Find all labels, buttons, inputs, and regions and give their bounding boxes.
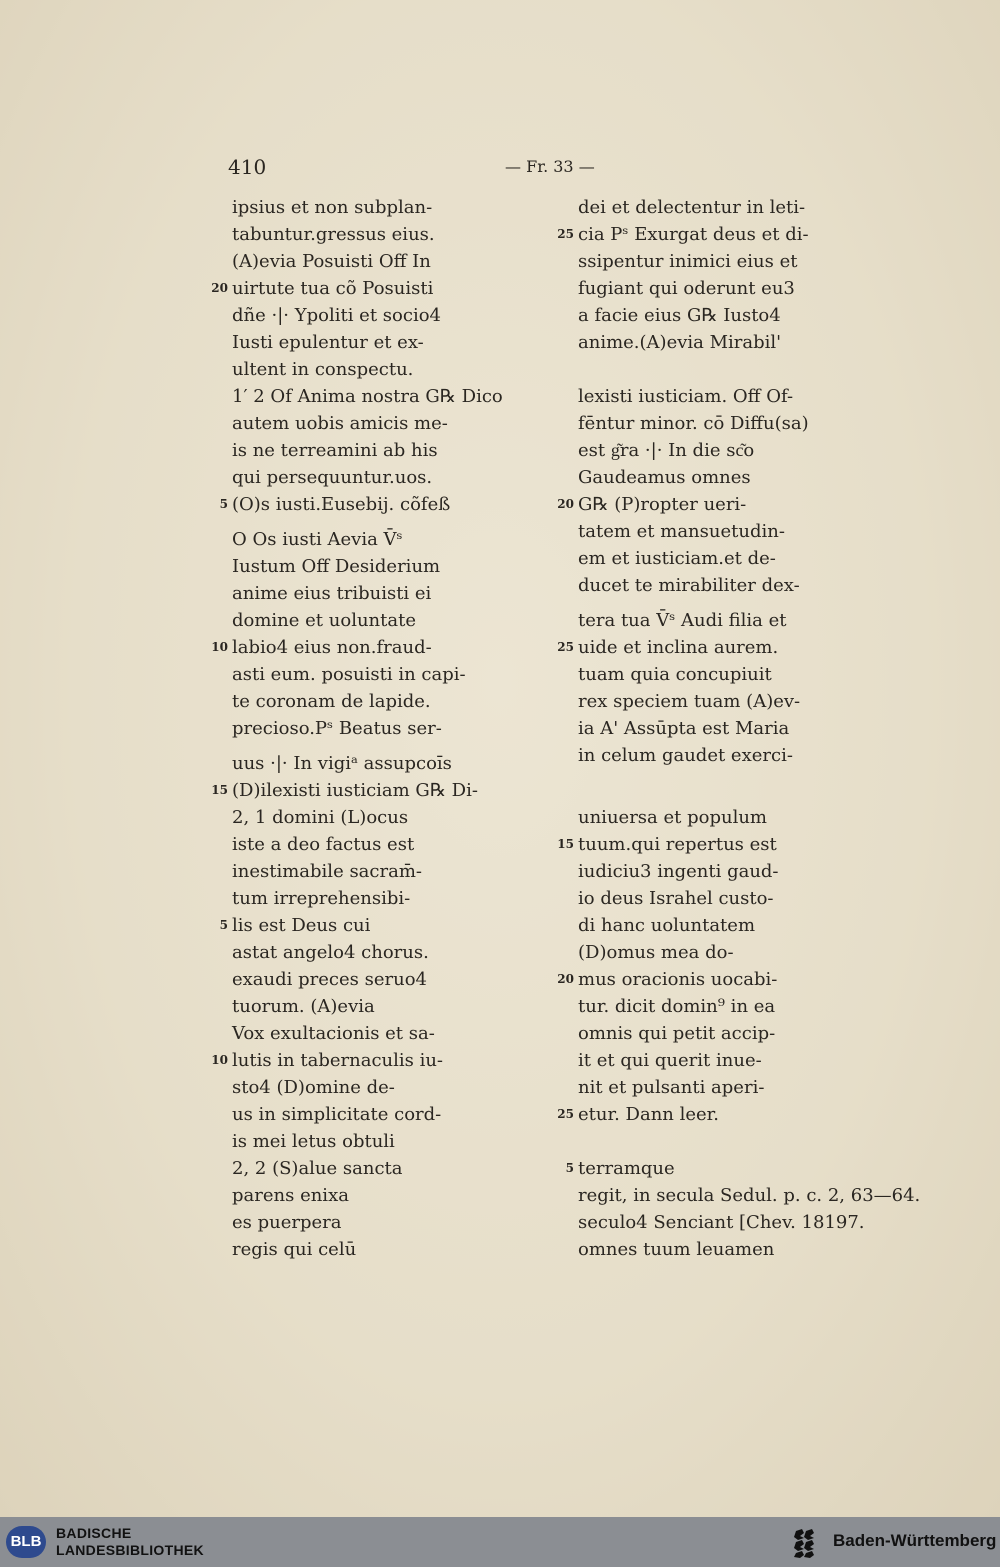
line-text: regis qui celū <box>232 1239 357 1260</box>
line-text: em et iusticiam.et de- <box>578 548 776 569</box>
text-line <box>578 804 920 831</box>
line-number: 5 <box>219 497 228 511</box>
line-text: exaudi preces seruo4 <box>232 969 427 990</box>
text-line <box>578 383 920 410</box>
text-line <box>557 831 920 858</box>
line-text: lis est Deus cui <box>232 915 371 936</box>
text-line <box>578 769 920 804</box>
text-line <box>578 858 920 885</box>
text-line <box>232 993 503 1020</box>
line-text: parens enixa <box>232 1185 349 1206</box>
line-number: 25 <box>557 227 574 241</box>
text-line <box>232 518 503 553</box>
line-text: terramque <box>578 1158 675 1179</box>
line-text: iste a deo factus est <box>232 834 415 855</box>
text-line <box>578 885 920 912</box>
text-line <box>557 221 920 248</box>
text-line <box>578 464 920 491</box>
line-text: 2, 1 domini (L)ocus <box>232 807 409 828</box>
line-text: it et qui querit inue- <box>578 1050 762 1071</box>
line-text: seculo4 Senciant [Chev. 18197. <box>578 1212 865 1233</box>
text-line <box>232 194 503 221</box>
line-text: iudiciu3 ingenti gaud- <box>578 861 779 882</box>
line-number: 5 <box>219 918 228 932</box>
text-line <box>232 1182 503 1209</box>
text-line <box>232 1020 503 1047</box>
text-line <box>578 1209 920 1236</box>
text-line <box>578 437 920 464</box>
line-text: ssipentur inimici eius et <box>578 251 798 272</box>
line-text: qui persequuntur.uos. <box>232 467 433 488</box>
text-line <box>232 580 503 607</box>
line-text: tatem et mansuetudin- <box>578 521 785 542</box>
line-text: dei et delectentur in leti- <box>578 197 806 218</box>
line-text: tum irreprehensibi- <box>232 888 411 909</box>
line-text: Gaudeamus omnes <box>578 467 751 488</box>
line-text: ipsius et non subplan- <box>232 197 433 218</box>
line-number: 20 <box>557 497 574 511</box>
lions-crest-icon[interactable] <box>790 1527 822 1559</box>
text-line <box>578 329 920 356</box>
text-line <box>578 742 920 769</box>
text-line <box>578 248 920 275</box>
line-text: G℞ (P)ropter ueri- <box>578 494 747 515</box>
text-line <box>578 275 920 302</box>
line-text: (O)s iusti.Eusebij. cõfeß <box>232 494 451 515</box>
line-number: 15 <box>557 837 574 851</box>
line-text: lexisti iusticiam. Off Of- <box>578 386 794 407</box>
line-text: Iusti epulentur et ex- <box>232 332 424 353</box>
line-text: lutis in tabernaculis iu- <box>232 1050 444 1071</box>
line-text: mus oracionis uocabi- <box>578 969 778 990</box>
line-text: uniuersa et populum <box>578 807 767 828</box>
text-line <box>232 356 503 383</box>
text-line <box>565 1155 920 1182</box>
line-text: tera tua V̄ˢ Audi filia et <box>578 610 787 631</box>
line-text: asti eum. posuisti in capi- <box>232 664 466 685</box>
text-line <box>578 518 920 545</box>
text-line <box>232 885 503 912</box>
text-line <box>578 1074 920 1101</box>
text-line <box>578 661 920 688</box>
text-line <box>578 1236 920 1263</box>
line-text: domine et uoluntate <box>232 610 416 631</box>
line-text: ducet te mirabiliter dex- <box>578 575 800 596</box>
line-text: labio4 eius non.fraud- <box>232 637 432 658</box>
line-number: 10 <box>211 1053 228 1067</box>
line-text: (D)ilexisti iusticiam G℞ Di- <box>232 780 478 801</box>
line-text: (D)omus mea do- <box>578 942 734 963</box>
text-line <box>232 804 503 831</box>
text-line <box>578 194 920 221</box>
text-line <box>211 275 503 302</box>
line-text: tabuntur.gressus eius. <box>232 224 435 245</box>
state-label[interactable]: Baden-Württemberg <box>833 1531 997 1550</box>
text-line <box>578 572 920 599</box>
line-text: uus ·|· In vigiᵃ assupcoı̄s <box>232 753 452 774</box>
text-line <box>232 464 503 491</box>
page-number: 410 <box>228 155 267 179</box>
line-text: omnis qui petit accip- <box>578 1023 776 1044</box>
line-text: fe͏̄ntur minor. cō Diffu(sa) <box>578 413 809 434</box>
line-text: ultent in conspectu. <box>232 359 414 380</box>
text-line <box>578 715 920 742</box>
text-line <box>232 1236 503 1263</box>
line-text: 1′ 2 Of Anima nostra G℞ Dico <box>232 386 503 407</box>
text-line <box>232 553 503 580</box>
blb-logo-icon[interactable]: BLB <box>6 1526 46 1558</box>
left-text-column <box>211 194 503 1263</box>
text-line <box>232 939 503 966</box>
line-text: tur. dicit domin⁹ in ea <box>578 996 776 1017</box>
line-text: is ne terreamini ab his <box>232 440 438 461</box>
line-text: astat angelo4 chorus. <box>232 942 429 963</box>
line-text: a facie eius G℞ Iusto4 <box>578 305 781 326</box>
text-line <box>232 302 503 329</box>
line-text: etur. Dann leer. <box>578 1104 720 1125</box>
line-text: anime eius tribuisti ei <box>232 583 432 604</box>
line-number: 15 <box>211 783 228 797</box>
text-line <box>232 661 503 688</box>
line-text: Vox exultacionis et sa- <box>232 1023 435 1044</box>
text-line <box>232 1155 503 1182</box>
running-title: — Fr. 33 — <box>505 157 595 176</box>
line-text: O Os iusti Aevia V̄ˢ <box>232 529 403 550</box>
line-text: tuam quia concupiuit <box>578 664 772 685</box>
text-line <box>232 410 503 437</box>
text-line <box>578 939 920 966</box>
text-line <box>232 831 503 858</box>
text-line <box>232 966 503 993</box>
line-text: tuorum. (A)evia <box>232 996 375 1017</box>
text-line <box>232 383 503 410</box>
text-line <box>232 248 503 275</box>
line-text: ia A' Assūpta est Maria <box>578 718 790 739</box>
line-text: regit, in secula Sedul. p. c. 2, 63—64. <box>578 1185 921 1206</box>
text-line <box>578 1182 920 1209</box>
line-text: Iustum Off Desiderium <box>232 556 441 577</box>
line-text: omnes tuum leuamen <box>578 1239 775 1260</box>
line-text: nit et pulsanti aperi- <box>578 1077 765 1098</box>
line-number: 10 <box>211 640 228 654</box>
text-line <box>232 329 503 356</box>
text-line <box>578 599 920 634</box>
text-line <box>232 221 503 248</box>
line-text: autem uobis amicis me- <box>232 413 448 434</box>
text-line <box>578 1047 920 1074</box>
text-line <box>578 1128 920 1155</box>
line-text: (A)evia Posuisti Off In <box>232 251 431 272</box>
library-name[interactable] <box>56 1525 204 1559</box>
line-text: dñe ·|· Ypoliti et socio4 <box>232 305 441 326</box>
text-line <box>232 1128 503 1155</box>
text-line <box>578 912 920 939</box>
line-number: 20 <box>211 281 228 295</box>
right-text-column <box>557 194 921 1263</box>
text-line <box>211 634 503 661</box>
line-text: rex speciem tuam (A)ev- <box>578 691 801 712</box>
line-text: is mei letus obtuli <box>232 1131 395 1152</box>
line-text: es puerpera <box>232 1212 342 1233</box>
text-line <box>578 545 920 572</box>
text-line <box>578 302 920 329</box>
library-name-line2: LANDESBIBLIOTHEK <box>56 1542 204 1558</box>
line-text: in celum gaudet exerci- <box>578 745 793 766</box>
text-line <box>211 1047 503 1074</box>
text-line <box>578 410 920 437</box>
text-line <box>557 1101 920 1128</box>
text-line <box>219 912 503 939</box>
line-text: sto4 (D)omine de- <box>232 1077 395 1098</box>
text-line <box>219 491 503 518</box>
text-line <box>232 858 503 885</box>
text-line <box>557 966 920 993</box>
line-text: io deus Israhel custo- <box>578 888 774 909</box>
line-text: di hanc uoluntatem <box>578 915 756 936</box>
text-line <box>557 491 920 518</box>
line-number: 20 <box>557 972 574 986</box>
line-number: 25 <box>557 640 574 654</box>
line-text: 2, 2 (S)alue sancta <box>232 1158 403 1179</box>
text-line <box>578 688 920 715</box>
text-line <box>578 356 920 383</box>
text-line <box>232 688 503 715</box>
text-line <box>232 742 503 777</box>
line-text: cia Pˢ Exurgat deus et di- <box>578 224 809 245</box>
text-line <box>232 437 503 464</box>
page-header <box>0 155 1000 185</box>
text-line <box>211 777 503 804</box>
text-line <box>232 1209 503 1236</box>
line-number: 5 <box>565 1161 574 1175</box>
line-text: precioso.Pˢ Beatus ser- <box>232 718 442 739</box>
text-line <box>232 1101 503 1128</box>
line-text: te coronam de lapide. <box>232 691 431 712</box>
line-text: tuum.qui repertus est <box>578 834 777 855</box>
line-text: uide et inclina aurem. <box>578 637 779 658</box>
line-text: anime.(A)evia Mirabil' <box>578 332 782 353</box>
line-text: inestimabile sacram̄- <box>232 861 422 882</box>
line-text: fugiant qui oderunt eu3 <box>578 278 795 299</box>
line-text: us in simplicitate cord- <box>232 1104 442 1125</box>
text-line <box>578 993 920 1020</box>
line-text: uirtute tua cõ Posuisti <box>232 278 434 299</box>
text-line <box>578 1020 920 1047</box>
footer-bar <box>0 1517 1000 1567</box>
text-line <box>557 634 920 661</box>
line-text: est g͂ra ·|· In die sc͂o <box>578 440 755 461</box>
text-line <box>232 715 503 742</box>
library-name-line1: BADISCHE <box>56 1525 132 1541</box>
text-line <box>232 607 503 634</box>
text-line <box>232 1074 503 1101</box>
line-number: 25 <box>557 1107 574 1121</box>
